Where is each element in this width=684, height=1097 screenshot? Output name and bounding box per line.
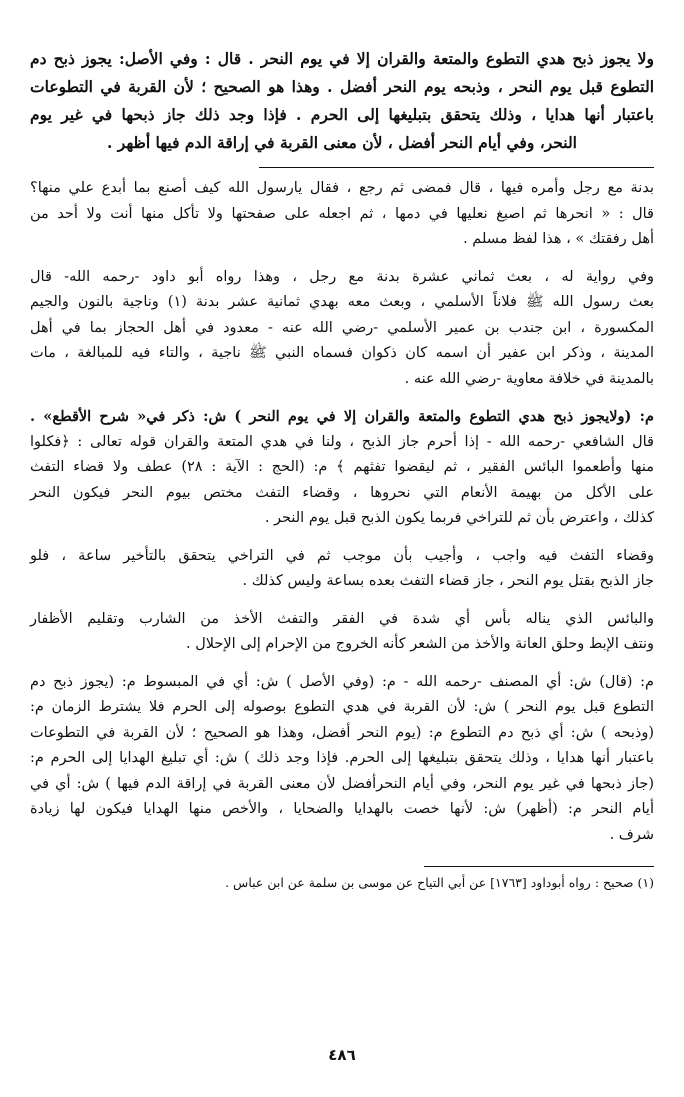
- section-divider: [259, 167, 654, 168]
- matn-line: التطوع قبل يوم النحر ، وذبحه يوم النحر أفضل . وهذا هو الصحيح ؛ لأن القربة في التطوعات: [30, 77, 654, 96]
- text-line: وفي رواية له ، بعث ثماني عشرة بدنة مع رجل ، وهذا رواه أبو داود -رحمه الله- قال: [30, 268, 654, 285]
- text-line: أيام النحر م: (أظهر) ش: لأنها خصت بالهدايا والضحايا ، والأخص منها الهدايا فيكون لها زيادة: [30, 801, 654, 817]
- text-line: أهل رفقتك » ، هذا لفظ مسلم .: [463, 231, 654, 247]
- commentary-paragraph: [30, 670, 654, 849]
- footnote: (١) صحيح : رواه أبوداود [١٧٦٣] عن أبي التياح عن موسى بن سلمة عن ابن عباس .: [225, 875, 654, 890]
- commentary-paragraph: [30, 607, 654, 658]
- text-line: التطوع قبل يوم النحر ) ش: لأن القربة في هدي التطوع بوصوله إلى الحرم فلا يشترط الزمان م:: [30, 699, 654, 715]
- text-line: شرف .: [609, 826, 654, 843]
- commentary-paragraph: [30, 265, 654, 393]
- text-line: والبائس الذي يناله بأس أي شدة في الفقر والتفث الأخذ من الشارب وتقليم الأظفار: [30, 610, 654, 627]
- text-line: وقضاء التفث فيه واجب ، وأجيب بأن موجب ثم في التراخي يتحقق بالتأخير ساعة ، فلو: [30, 547, 654, 564]
- text-line: (جاز ذبحها في غير يوم النحر، وفي أيام النحرأفضل لأن معنى القربة في إراقة الدم فيها ) ش: أي في: [30, 775, 654, 792]
- text-line: على الأكل من بهيمة الأنعام التي نحروها ، وقضاء التفث مختص بيوم النحر فيكون النحر: [30, 484, 654, 501]
- matn-line: النحر، وفي أيام النحر أفضل ، لأن معنى القربة في إراقة الدم فيها أظهر .: [107, 133, 577, 152]
- text-line: جاز الذبح بقتل يوم النحر ، جاز قضاء التفث بعده بساعة وليس كذلك .: [242, 573, 654, 589]
- text-line: ونتف الإبط وحلق العانة والأخذ من الشعر كأنه الخروج من الإحرام إلى الإحلال .: [186, 636, 654, 652]
- text-line: منها وأطعموا البائس الفقير ، ثم ليقضوا تفثهم ﴾ م: (الحج : الآية : ٢٨) عطف ولا قضاء التفث: [30, 459, 654, 475]
- text-line: المكسورة ، ابن جندب بن عمير الأسلمي -رضي الله عنه - معدود في أهل الحجاز بما في أهل: [30, 319, 654, 336]
- text-line: م: (ولايجوز ذبح هدي التطوع والمتعة والقران إلا في يوم النحر ) ش: ذكر في« شرح الأقطع» .: [30, 408, 654, 425]
- matn-block: [30, 45, 654, 157]
- text-line: بدنة مع رجل وأمره فيها ، قال فمضى ثم رجع ، فقال يارسول الله كيف أصنع بما أبدع علي منها؟: [30, 180, 654, 196]
- text-line: بعث رسول الله ﷺ فلاناً الأسلمي ، وبعث معه بهدي ثمانية عشر بدنة (١) وناجية بالنون والجيم: [30, 294, 654, 310]
- text-line: باعتبار أنها هدايا ، وذلك يتحقق بتبليغها إلى الحرم. فإذا وجد ذلك ) ش: أي تبليغ الهدايا إلى الحرم م:: [30, 750, 654, 766]
- text-line: قال : « انحرها ثم اصبغ نعليها في دمها ، ثم اجعله على صفحتها ولا تأكل منها أنت ولا أحد من: [30, 205, 654, 222]
- commentary-paragraph: [30, 544, 654, 595]
- text-line: قال الشافعي -رحمه الله - إذا أحرم جاز الذبح ، ولنا في هدي المتعة والقران قوله تعالى : ﴿فكلوا: [30, 433, 654, 450]
- commentary-paragraph: [30, 404, 654, 532]
- text-line: بالمدينة في خلافة معاوية -رضي الله عنه .: [404, 370, 654, 387]
- matn-line: ولا يجوز ذبح هدي التطوع والمتعة والقران إلا في يوم النحر . قال : وفي الأصل: يجوز ذبح دم: [30, 49, 654, 68]
- commentary-paragraph: [30, 176, 654, 253]
- text-line: كذلك ، واعترض بأن ثم للتراخي فربما يكون الذبح قبل يوم النحر .: [264, 510, 654, 526]
- text-line: (وذبحه ) ش: أي ذبح دم التطوع م: (يوم النحر أفضل، وهذا هو الصحيح ؛ لأن القربة في التطوعات: [30, 724, 654, 741]
- text-line: م: (قال) ش: أي المصنف -رحمه الله - م: (وفي الأصل ) ش: أي في المبسوط م: (يجوز ذبح دم: [30, 673, 654, 690]
- footnote-divider: [424, 866, 654, 867]
- text-line: المدينة ، وذكر ابن عفير أن اسمه كان ذكوان فسماه النبي ﷺ ناجية ، والتاء فيه للمبالغة ، مات: [30, 345, 654, 361]
- matn-line: باعتبار أنها هدايا ، وذلك يتحقق بتبليغها إلى الحرم . فإذا وجد ذلك جاز ذبحها في غير يوم: [30, 105, 654, 124]
- page-number: ٤٨٦: [328, 1046, 356, 1064]
- page-body: [30, 45, 654, 893]
